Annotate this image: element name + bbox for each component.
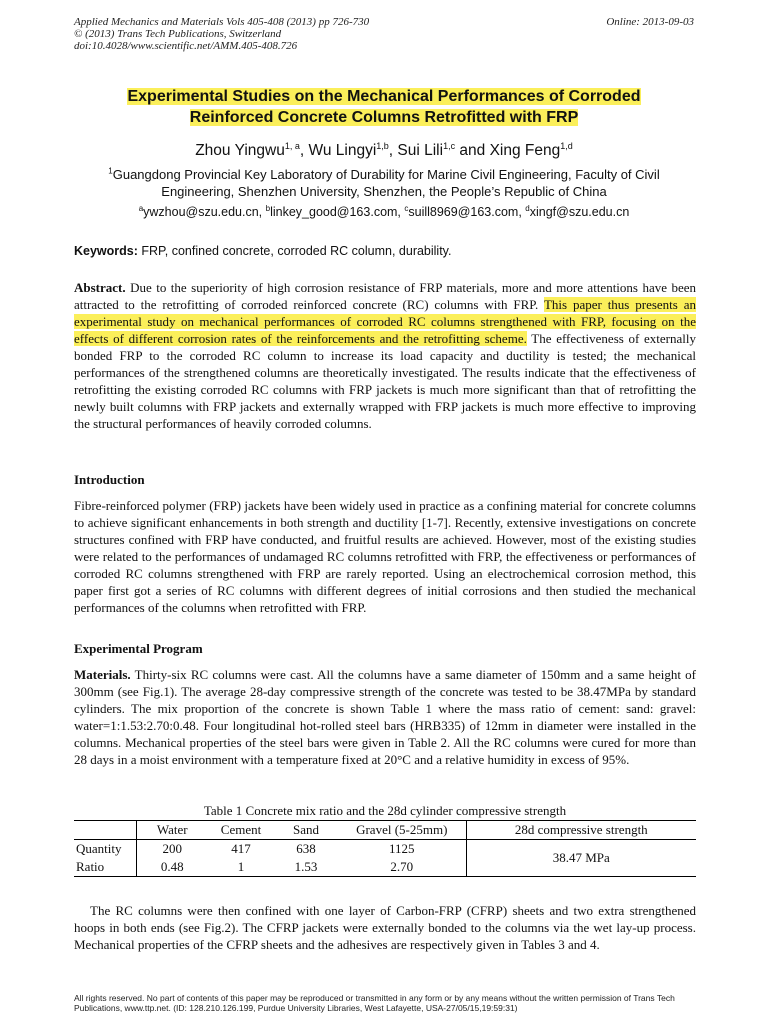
- table-header-cell: Water: [156, 822, 188, 837]
- table-header-cell: Sand: [293, 822, 319, 837]
- abstract-text-1: Due to the superiority of high corrosion resistance of FRP materials, more and more attentions have been attracted to the retrofitting of corroded reinforced concrete (RC) columns with FRP.: [74, 280, 696, 312]
- author-separator: ,: [388, 142, 398, 159]
- keywords: [74, 243, 694, 259]
- table-row-label: Ratio: [74, 858, 136, 877]
- author-separator: ,: [299, 142, 309, 159]
- publisher-copyright: © (2013) Trans Tech Publications, Switzerland: [74, 28, 282, 40]
- table-row-label: Quantity: [74, 840, 136, 859]
- title-line-1: Experimental Studies on the Mechanical Performances of Corroded: [127, 88, 641, 105]
- introduction-text: Fibre-reinforced polymer (FRP) jackets have been widely used in practice as a confining material for concrete columns to achieve significant enhancements in both strength and ductility [1-7]. Recently, extensive investigations on concrete structures confined with FRP have conducted, and fruitful results are achieved. However, most of the existing studies were related to the performances of undamaged RC columns retrofitted with FRP, the effectiveness or performances of corroded RC columns strengthened with FRP are rarely reported. Using an electrochemical corrosion method, this paper first got a series of RC columns with different degrees of initial corrosions and then studied the mechanical performances of the columns when retrofitted with FRP.: [74, 498, 696, 615]
- author-affil-mark: 1,b: [376, 140, 389, 151]
- title-line-2: Reinforced Concrete Columns Retrofitted with FRP: [189, 109, 579, 126]
- author-affil-mark: 1,d: [560, 140, 573, 151]
- abstract: [74, 279, 696, 432]
- materials-text: Thirty-six RC columns were cast. All the columns have a same diameter of 150mm and a same height of 300mm (see Fig.1). The average 28-day compressive strength of the concrete was tested to be 38.47MPa by standard cylinders. The mix proportion of the concrete is shown Table 1 where the mass ratio of cement: sand: gravel: water=1:1.53:2.70:0.48. Four longitudinal hot-rolled steel bars (HRB335) of 12mm in diameter were installed in the columns. Mechanical properties of the steel bars were given in Table 2. All the RC columns were cured for more than 28 days in a moist environment with a temperature fixed at 20°C and a relative humidity in excess of 95%.: [74, 667, 696, 767]
- table-cell: 0.48: [160, 859, 184, 874]
- email-mark: d: [525, 203, 530, 213]
- paper-title: [40, 86, 728, 128]
- author-list: [40, 141, 728, 161]
- email-mark: c: [404, 203, 409, 213]
- table-1-caption: Table 1 Concrete mix ratio and the 28d cylinder compressive strength: [203, 803, 567, 818]
- keywords-label: Keywords:: [74, 244, 138, 258]
- section-heading-introduction: Introduction: [74, 472, 145, 487]
- keywords-text: FRP, confined concrete, corroded RC column, durability.: [137, 244, 452, 258]
- table-cell: 1125: [388, 841, 415, 856]
- table-1: [74, 820, 696, 877]
- materials-label: Materials.: [74, 667, 131, 682]
- table-cell: 638: [296, 841, 316, 856]
- author-emails: [40, 204, 728, 221]
- affiliation: [70, 166, 698, 200]
- affiliation-text: Guangdong Provincial Key Laboratory of Durability for Marine Civil Engineering, Faculty of Civil Engineering, Shenzhen University, Shenzhen, the People’s Republic of China: [112, 167, 660, 199]
- table-cell: 1: [237, 859, 245, 874]
- author-name: Zhou Yingwu: [195, 142, 285, 159]
- table-cell: 2.70: [390, 859, 414, 874]
- table-header-row: [74, 821, 696, 840]
- abstract-label: Abstract.: [74, 280, 126, 295]
- table-row: [74, 840, 696, 859]
- table-header-cell: [74, 821, 136, 840]
- journal-citation: Applied Mechanics and Materials Vols 405-408 (2013) pp 726-730: [74, 16, 370, 28]
- cfrp-paragraph: The RC columns were then confined with one layer of Carbon-FRP (CFRP) sheets and two extra strengthened hoops in both ends (see Fig.2). The CFRP jackets were externally bonded to the columns via the wet lay-up process. Mechanical properties of the CFRP sheets and the adhesives are respectively given in Tables 3 and 4.: [74, 903, 696, 952]
- email-mark: a: [138, 203, 144, 213]
- author-separator: and: [455, 142, 490, 159]
- abstract-highlight: This paper thus presents an experimental study on mechanical performances of corroded RC columns strengthened with FRP, focusing on the effects of different corrosion rates of the reinforcements and the retrofitting scheme.: [74, 297, 696, 346]
- table-header-cell: 28d compressive strength: [466, 821, 696, 840]
- section-heading-program: Experimental Program: [74, 641, 203, 656]
- author-name: Wu Lingyi: [308, 142, 377, 159]
- email-link[interactable]: xingf@szu.edu.cn: [529, 205, 630, 219]
- materials-paragraph: [74, 666, 696, 768]
- table-cell: 200: [162, 841, 182, 856]
- table-cell-strength: 38.47 MPa: [466, 840, 696, 877]
- email-mark: b: [265, 203, 271, 213]
- email-link[interactable]: ywzhou@szu.edu.cn,: [143, 205, 266, 219]
- table-header-cell: Gravel (5-25mm): [356, 822, 448, 837]
- author-affil-mark: 1, a: [284, 140, 300, 151]
- author-name: Xing Feng: [489, 142, 561, 159]
- doi-link[interactable]: doi:10.4028/www.scientific.net/AMM.405-408.726: [74, 40, 298, 52]
- email-link[interactable]: suill8969@163.com,: [408, 205, 526, 219]
- abstract-text-2: The effectiveness of externally bonded FRP to the corroded RC column to increase its load capacity and ductility is tested; the mechanical performances of the strengthened columns are theoretically investigated. The results indicate that the effectiveness of retrofitting the existing corroded RC columns with FRP jackets is much more significant than that of retrofitting the newly built columns with FRP jackets and externally wrapped with FRP jackets is much more effective to improving the structural performances of heavily corroded columns.: [74, 331, 696, 431]
- affiliation-mark: 1: [108, 166, 113, 176]
- copyright-footer: All rights reserved. No part of contents of this paper may be reproduced or transmitted in any form or by any means without the written permission of Trans Tech Publications, www.ttp.net. (ID: 128.210.126.199, Purdue University Libraries, West Lafayette, USA-27/05/15,19:59:31): [74, 993, 675, 1013]
- table-cell: 417: [231, 841, 251, 856]
- journal-header: [74, 16, 494, 52]
- table-cell: 1.53: [294, 859, 318, 874]
- email-link[interactable]: linkey_good@163.com,: [270, 205, 405, 219]
- table-header-cell: Cement: [220, 822, 262, 837]
- online-date: Online: 2013-09-03: [606, 16, 694, 28]
- author-affil-mark: 1,c: [443, 140, 456, 151]
- author-name: Sui Lili: [397, 142, 444, 159]
